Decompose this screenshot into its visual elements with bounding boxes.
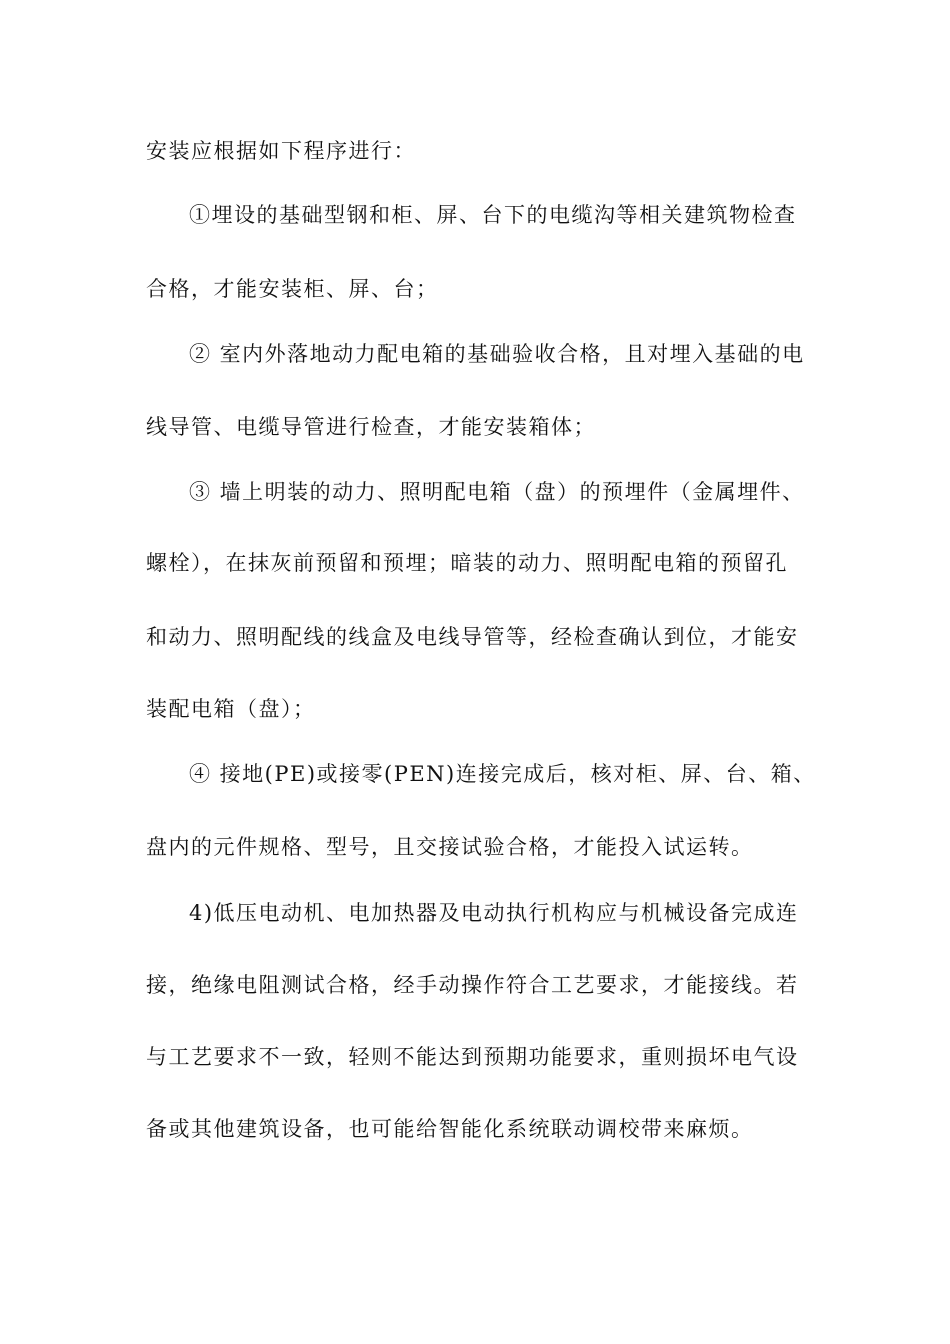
text-line: 4)低压电动机、电加热器及电动执行机构应与机械设备完成连	[189, 901, 799, 925]
text-line: ③ 墙上明装的动力、照明配电箱（盘）的预埋件（金属埋件、	[189, 480, 805, 504]
text-line: 装配电箱（盘）；	[146, 697, 316, 721]
text-line: 接，绝缘电阻测试合格，经手动操作符合工艺要求，才能接线。若	[146, 973, 799, 997]
text-line: 和动力、照明配线的线盒及电线导管等，经检查确认到位，才能安	[146, 625, 799, 649]
text-line: 安装应根据如下程序进行：	[146, 139, 416, 163]
text-line: ④ 接地(PE)或接零(PEN)连接完成后，核对柜、屏、台、箱、	[189, 762, 816, 786]
text-line: 线导管、电缆导管进行检查，才能安装箱体；	[146, 415, 596, 439]
text-line: 与工艺要求不一致，轻则不能达到预期功能要求，重则损坏电气设	[146, 1045, 799, 1069]
text-line: 备或其他建筑设备，也可能给智能化系统联动调校带来麻烦。	[146, 1117, 754, 1141]
text-line: ② 室内外落地动力配电箱的基础验收合格，且对埋入基础的电	[189, 342, 805, 366]
text-line: 盘内的元件规格、型号，且交接试验合格，才能投入试运转。	[146, 835, 754, 859]
text-line: 螺栓），在抹灰前预留和预埋；暗装的动力、照明配电箱的预留孔	[146, 551, 788, 575]
text-line: 合格，才能安装柜、屏、台；	[146, 277, 439, 301]
text-line: ①埋设的基础型钢和柜、屏、台下的电缆沟等相关建筑物检查	[189, 203, 797, 227]
